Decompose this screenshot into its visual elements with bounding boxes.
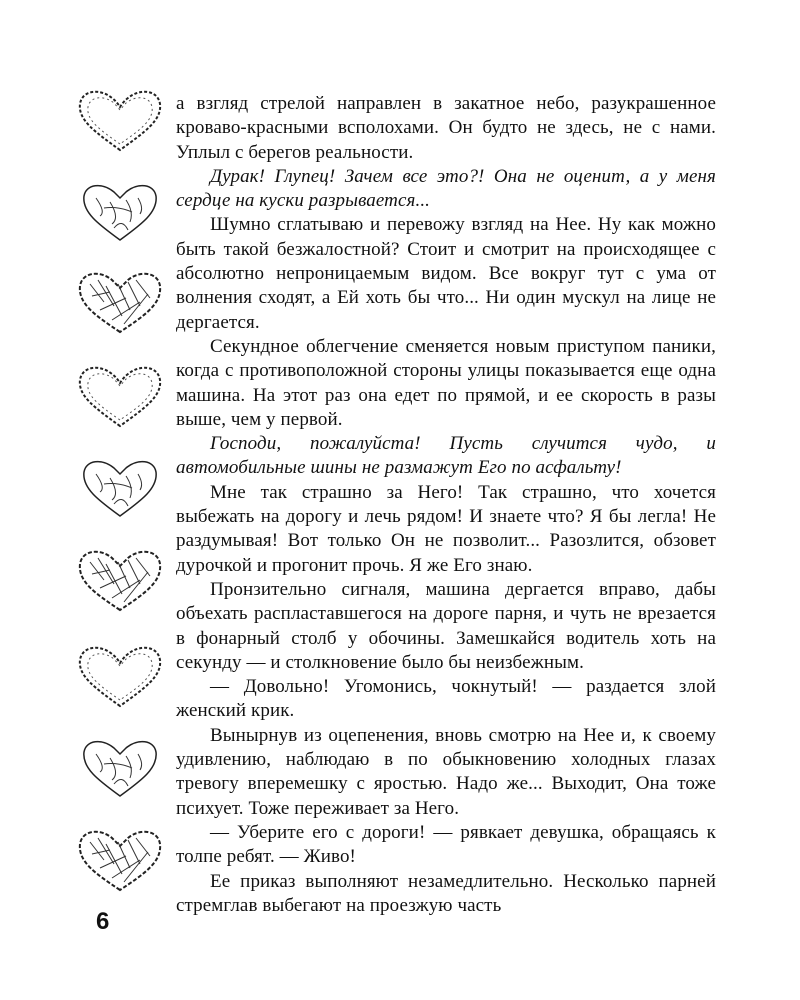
paragraph: Секундное облегчение сменяется новым приступом паники, когда с противоположной стороны улицы показывается еще одна машина. На этот раз она едет по прямой, и ее скорость в разы выше, чем у первой. <box>176 335 716 430</box>
heart-outline-icon <box>70 356 170 436</box>
paragraph: Пронзительно сигналя, машина дергается вправо, дабы объехать распластавшегося на дороге парня, и чуть не врезается в фонарный столб у обочины. Замешкайся водитель хоть на секунду — и столкновение было бы неизбежным. <box>176 578 716 673</box>
heart-scribble-icon <box>70 172 170 252</box>
paragraph: Мне так страшно за Него! Так страшно, что хочется выбежать на дорогу и лечь рядом! И знаете что? Я бы легла! Не раздумывая! Вот только Он не позволит... Разозлится, обзовет дурочкой и прогонит прочь. Я же Его знаю. <box>176 481 716 576</box>
page-body-text <box>176 92 716 918</box>
heart-scribble-icon <box>70 728 170 808</box>
heart-dense-icon <box>70 820 170 900</box>
heart-outline-icon <box>70 636 170 716</box>
paragraph: Ее приказ выполняют незамедлительно. Несколько парней стремглав выбегают на проезжую часть <box>176 870 716 916</box>
dialogue-line: — Уберите его с дороги! — рявкает девушка, обращаясь к толпе ребят. — Живо! <box>176 821 716 868</box>
margin-heart-ornaments <box>70 80 170 900</box>
paragraph: Вынырнув из оцепенения, вновь смотрю на Нее и, к своему удивлению, наблюдаю в по обыкновению холодных глазах тревогу вперемешку с яростью. Надо же... Выходит, Она тоже психует. Тоже переживает за Него. <box>176 724 716 819</box>
heart-scribble-icon <box>70 448 170 528</box>
heart-dense-icon <box>70 540 170 620</box>
italic-thought: Дурак! Глупец! Зачем все это?! Она не оценит, а у меня сердце на куски разрывается... <box>176 165 716 212</box>
heart-outline-icon <box>70 80 170 160</box>
italic-thought: Господи, пожалуйста! Пусть случится чудо, и автомобильные шины не размажут Его по асфальту! <box>176 433 716 479</box>
paragraph: Шумно сглатываю и перевожу взгляд на Нее. Ну как можно быть такой безжалостной? Стоит и смотрит на происходящее с абсолютно непроницаемым видом. Все вокруг тут с ума от волнения сходят, а Ей хоть бы что... Ни один мускул на лице не дергается. <box>176 214 716 333</box>
page-number: 6 <box>96 908 110 935</box>
dialogue-line: — Довольно! Угомонись, чокнутый! — раздается злой женский крик. <box>176 676 716 722</box>
heart-dense-icon <box>70 262 170 342</box>
paragraph: а взгляд стрелой направлен в закатное небо, разукрашенное кроваво-красными всполохами. Он будто не здесь, не с нами. Уплыл с берегов реальности. <box>176 93 716 163</box>
